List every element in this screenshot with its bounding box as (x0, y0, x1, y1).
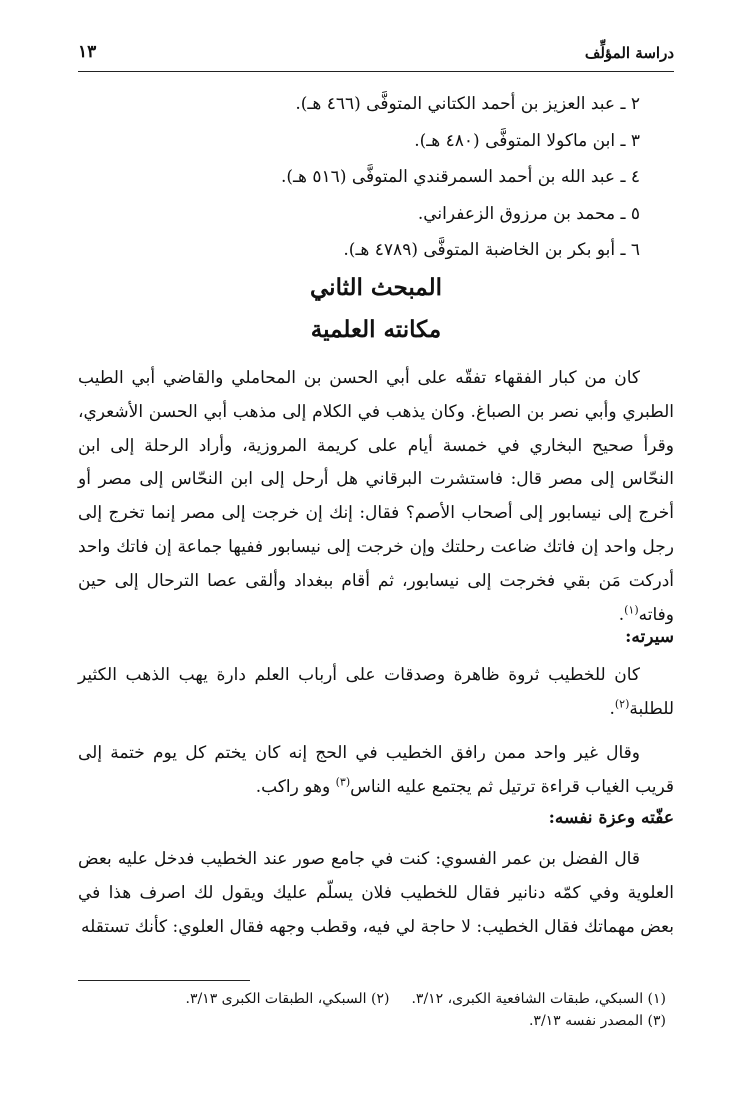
list-item: ٤ ـ عبد الله بن أحمد السمرقندي المتوفَّى (٥١٦ هـ). (281, 167, 640, 187)
footnote-3: (٣) المصدر نفسه ٣/١٣. (528, 1013, 666, 1029)
footnotes (78, 988, 666, 1032)
footnote-reference[interactable]: (٣) (335, 775, 351, 789)
paragraph-tail: وهو راكب. (255, 777, 336, 797)
body-paragraph (78, 362, 674, 632)
section-title: عفّته وعزة نفسه: (548, 808, 674, 828)
list-item: ٣ ـ ابن ماكولا المتوفَّى (٤٨٠ هـ). (414, 130, 640, 151)
footnote-line (78, 1010, 666, 1032)
footnote-reference[interactable]: (٢) (614, 697, 630, 711)
chapter-subheading: مكانته العلمية (310, 316, 442, 343)
section-title: سيرته: (625, 627, 674, 647)
page-number: ١٣ (78, 42, 97, 62)
list-item: ٥ ـ محمد بن مرزوق الزعفراني. (417, 203, 640, 224)
list-item: ٢ ـ عبد العزيز بن أحمد الكتاني المتوفَّى (٤٦٦ هـ). (295, 94, 640, 114)
header-rule (78, 71, 674, 72)
chapter-heading: المبحث الثاني (310, 274, 442, 301)
paragraph-text: كان للخطيب ثروة ظاهرة وصدقات على أرباب العلم دارة يهب الذهب الكثير للطلبة (78, 665, 674, 719)
footnote-2: (٢) السبكي، الطبقات الكبرى ٣/١٣. (185, 991, 390, 1007)
body-paragraph (78, 658, 674, 726)
footnote-1: (١) السبكي، طبقات الشافعية الكبرى، ٣/١٢. (411, 991, 666, 1007)
footnote-rule (78, 980, 250, 981)
running-title: دراسة المؤلِّف (584, 44, 674, 62)
paragraph-tail: . (609, 699, 615, 719)
list-item: ٦ ـ أبو بكر بن الخاضبة المتوفَّى (٤٧٨٩ هـ). (343, 240, 640, 260)
paragraph-text: وقال غير واحد ممن رافق الخطيب في الحج إنه كان يختم كل يوم ختمة إلى قريب الغياب قراءة ترتيل ثم يجتمع عليه الناس (78, 743, 674, 797)
teachers-list (80, 86, 640, 269)
footnote-reference[interactable]: (١) (624, 602, 639, 616)
page-header (78, 38, 674, 72)
body-paragraph (78, 842, 674, 944)
paragraph-text: كان من كبار الفقهاء تفقّه على أبي الحسن بن المحاملي والقاضي أبي الطيب الطبري وأبي نصر بن الصباغ. وكان يذهب في الكلام إلى مذهب أبي الحسن الأشعري، وقرأ صحيح البخاري في خمسة أيام على كريمة المروزية، وأراد الرحلة إلى ابن النحّاس إلى مصر قال: فاستشرت البرقاني هل أرحل إلى ابن النحّاس إلى مصر أو أخرج إلى نيسابور إلى أصحاب الأصم؟ فقال: إنك إن خرجت إلى مصر إنما تخرج إلى رجل واحد إن فاتك ضاعت رحلتك وإن خرجت إلى نيسابور ففيها جماعة إن فاتك واحد أدركت مَن بقي فخرجت إلى نيسابور، ثم أقام ببغداد وألقى عصا الترحال إلى حين وفاته (78, 368, 674, 625)
body-paragraph (78, 736, 674, 804)
paragraph-tail: . (618, 604, 625, 625)
footnote-line (78, 988, 666, 1010)
paragraph-text: قال الفضل بن عمر الفسوي: كنت في جامع صور عند الخطيب فدخل عليه بعض العلوية وفي كمّه دنانير فقال للخطيب فلان يسلّم عليك ويقول لك اصرف هذا في بعض مهماتك فقال الخطيب: لا حاجة لي فيه، وقطب وجهه فقال العلوي: كأنك تستقله (78, 849, 674, 937)
